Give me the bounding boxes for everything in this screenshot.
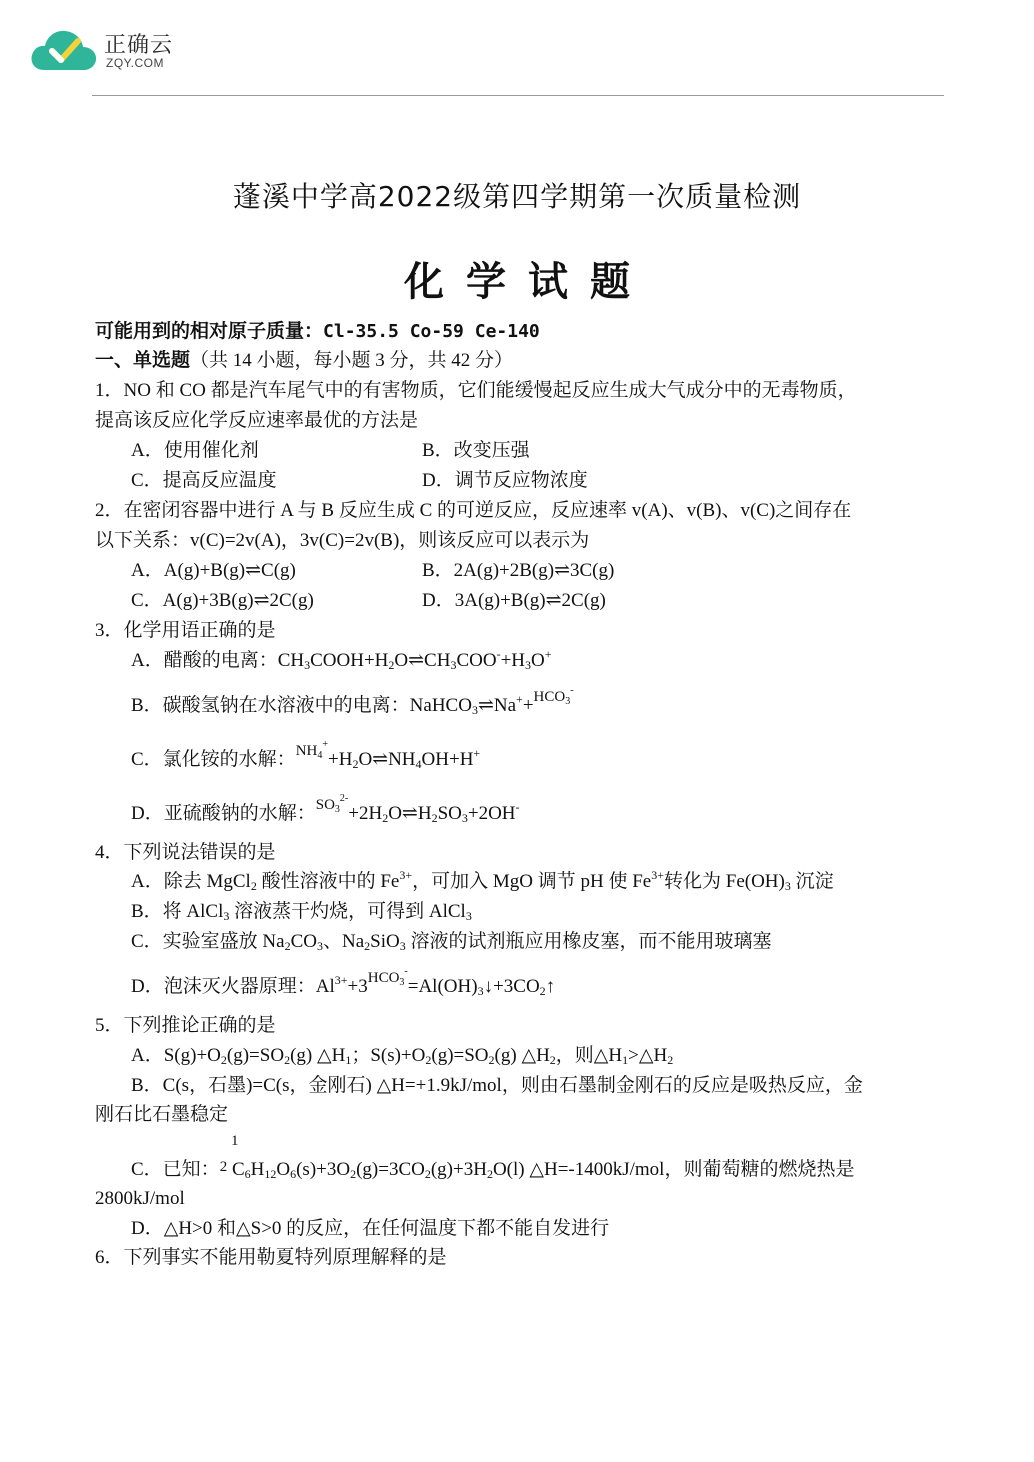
logo-domain: ZQY.COM	[106, 56, 164, 70]
q4-option-d: D．泡沫灭火器原理：$Al^{3+}+3^{HCO_3^-}=Al(OH)_3↓+3CO_2↑$	[131, 966, 556, 998]
q3-option-c: C．氯化铵的水解：$^{NH_4^+}+H_2O\rightleftharpoons NH_4OH+H^+$	[131, 739, 481, 771]
q6-stem: 6．下列事实不能用勒夏特列原理解释的是	[95, 1247, 447, 1268]
q2-option-d: D．3A(g)+B(g)⇌2C(g)	[422, 590, 606, 611]
q2-option-b: B．2A(g)+2B(g)⇌3C(g)	[422, 560, 615, 581]
q1-stem-line2: 提高该反应化学反应速率最优的方法是	[95, 410, 419, 431]
q1-option-b: B．改变压强	[422, 440, 530, 461]
subject-title: 化学试题	[404, 259, 652, 305]
q5-stem: 5．下列推论正确的是	[95, 1015, 276, 1036]
q4-option-b: B．将 AlCl$_3$ 溶液蒸干灼烧，可得到 AlCl$_3$	[131, 901, 472, 923]
cloud-check-icon	[30, 26, 100, 74]
q3-option-b: B．碳酸氢钠在水溶液中的电离：NaHCO$_3$⇌Na++$^{HCO_3^-}$	[131, 685, 574, 717]
q1-option-d: D．调节反应物浓度	[422, 470, 588, 491]
q1-option-a: A．使用催化剂	[131, 440, 259, 461]
atomic-mass-line	[95, 322, 540, 341]
q1-stem-line1: 1．NO 和 CO 都是汽车尾气中的有害物质，它们能缓慢起反应生成大气成分中的无毒物质，	[95, 380, 857, 401]
logo-name: 正确云	[104, 33, 174, 58]
zqy-logo	[30, 26, 220, 76]
q2-option-a: A．A(g)+B(g)⇌C(g)	[131, 560, 296, 581]
header-divider	[92, 95, 944, 96]
q5-option-b: B．C(s，石墨)=C(s，金刚石) △H=+1.9kJ/mol，则由石墨制金刚石的反应是吸热反应，金	[131, 1075, 863, 1096]
atomic-mass-label: 可能用到的相对原子质量：	[95, 320, 324, 342]
section-note: （共 14 小题，每小题 3 分，共 42 分）	[190, 350, 514, 371]
atomic-mass-values: Cl-35.5 Co-59 Ce-140	[323, 321, 540, 342]
q5-option-a: A．$S(g)+O_2(g)=SO_2(g)$ $\triangle H_1$；$S(s)+O_2(g)=SO_2(g)$ $\triangle H_2$，则$\triangle H_1>\triangle H_2$	[131, 1045, 674, 1067]
q3-option-d: D．亚硫酸钠的水解：$^{SO_3^{2-}}+2H_2O\rightleftharpoons H_2SO_3+2OH^-$	[131, 793, 520, 825]
section-title: 一、单选题	[95, 349, 191, 371]
fraction-numerator: 1	[231, 1133, 239, 1149]
q2-stem-line1: 2．在密闭容器中进行 A 与 B 反应生成 C 的可逆反应，反应速率 v(A)、v(B)、v(C)之间存在	[95, 500, 852, 521]
q5-option-b-line2: 刚石比石墨稳定	[95, 1104, 229, 1125]
q2-option-c: C．A(g)+3B(g)⇌2C(g)	[131, 590, 314, 611]
q4-option-a: A．除去 MgCl$_2$ 酸性溶液中的 $Fe^{3+}$，可加入 MgO 调节 pH 使 $Fe^{3+}$转化为 $Fe(OH)_3$ 沉淀	[131, 868, 834, 893]
q3-option-a: A．醋酸的电离：$CH_3COOH+H_2O\rightleftharpoons CH_3COO^-+H_3O^+$	[131, 647, 552, 672]
exam-title: 蓬溪中学高2022级第四学期第一次质量检测	[232, 180, 802, 213]
section-heading	[95, 351, 513, 370]
q4-option-c: C．实验室盛放 $Na_2CO_3$、$Na_2SiO_3$ 溶液的试剂瓶应用橡皮塞，而不能用玻璃塞	[131, 931, 772, 953]
q5-option-c-line2: 2800kJ/mol	[95, 1188, 185, 1209]
q3-stem: 3．化学用语正确的是	[95, 620, 276, 641]
q1-option-c: C．提高反应温度	[131, 470, 277, 491]
q5-option-d: D．△H>0 和△S>0 的反应，在任何温度下都不能自发进行	[131, 1218, 610, 1239]
q2-stem-line2: 以下关系：v(C)=2v(A)，3v(C)=2v(B)，则该反应可以表示为	[95, 530, 590, 551]
q5-option-c: C．已知：$^2$ $C_6H_{12}O_6(s)+3O_2(g)=3CO_2(g)+3H_2O(l)$ △H=-1400kJ/mol，则葡萄糖的燃烧热是	[131, 1159, 855, 1181]
q4-stem: 4．下列说法错误的是	[95, 842, 276, 863]
